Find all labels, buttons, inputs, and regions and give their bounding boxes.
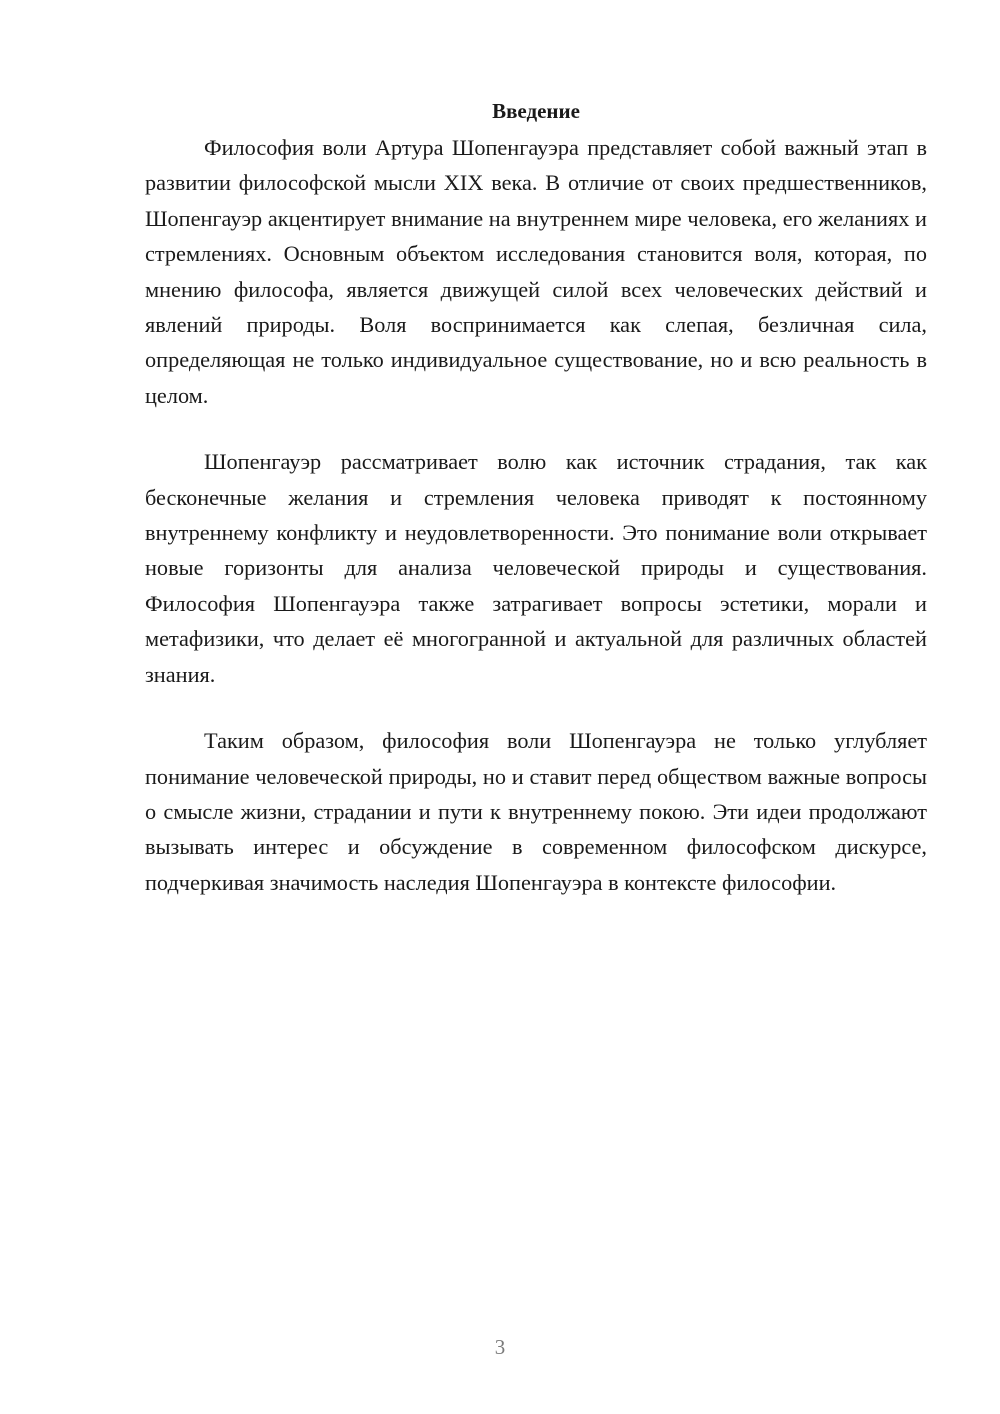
section-title: Введение <box>492 99 580 123</box>
paragraph-3: Таким образом, философия воли Шопенгауэра не только углубляет понимание человеческой природы, но и ставит перед обществом важные вопросы о смысле жизни, страдании и пути к внутреннему покою. Эти идеи продолжают вызывать интерес и обсуждение в современном философском дискурсе, подчеркивая значимость наследия Шопенгауэра в контексте философии. <box>145 728 927 895</box>
page-content <box>145 94 927 931</box>
page-number: 3 <box>494 1335 506 1359</box>
paragraph-2: Шопенгауэр рассматривает волю как источник страдания, так как бесконечные желания и стремления человека приводят к постоянному внутреннему конфликту и неудовлетворенности. Это понимание воли открывает новые горизонты для анализа человеческой природы и существования. Философия Шопенгауэра также затрагивает вопросы эстетики, морали и метафизики, что делает её многогранной и актуальной для различных областей знания. <box>145 449 927 687</box>
paragraph-1: Философия воли Артура Шопенгауэра представляет собой важный этап в развитии философской мысли XIX века. В отличие от своих предшественников, Шопенгауэр акцентирует внимание на внутреннем мире человека, его желаниях и стремлениях. Основным объектом исследования становится воля, которая, по мнению философа, является движущей силой всех человеческих действий и явлений природы. Воля воспринимается как слепая, безличная сила, определяющая не только индивидуальное существование, но и всю реальность в целом. <box>145 135 927 408</box>
